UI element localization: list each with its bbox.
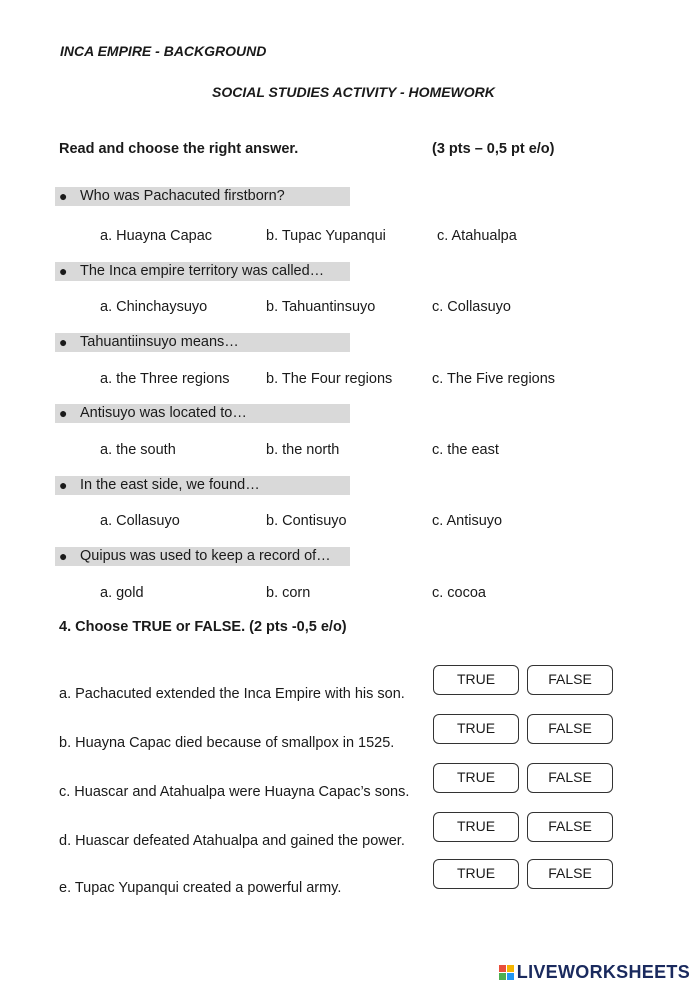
bullet-icon: ● — [59, 405, 68, 421]
worksheet-subtitle: SOCIAL STUDIES ACTIVITY - HOMEWORK — [212, 84, 495, 100]
statement-d: d. Huascar defeated Atahualpa and gained the power. — [59, 833, 405, 849]
option-1b[interactable]: b. Tupac Yupanqui — [266, 228, 386, 244]
option-2c[interactable]: c. Collasuyo — [432, 299, 511, 315]
true-button-d[interactable]: TRUE — [433, 812, 519, 842]
option-1a[interactable]: a. Huayna Capac — [100, 228, 213, 244]
logo-icon — [499, 965, 514, 980]
false-button-d[interactable]: FALSE — [527, 812, 613, 842]
false-button-c[interactable]: FALSE — [527, 763, 613, 793]
true-button-c[interactable]: TRUE — [433, 763, 519, 793]
statement-e: e. Tupac Yupanqui created a powerful army. — [59, 880, 342, 896]
option-5c[interactable]: c. Antisuyo — [432, 513, 503, 529]
option-4c[interactable]: c. the east — [432, 442, 499, 458]
true-button-e[interactable]: TRUE — [433, 859, 519, 889]
question-text: Tahuantiinsuyo means… — [80, 334, 239, 350]
section1-points: (3 pts – 0,5 pt e/o) — [432, 141, 555, 157]
option-3b[interactable]: b. The Four regions — [266, 371, 393, 387]
option-4a[interactable]: a. the south — [100, 442, 176, 458]
question-text: Antisuyo was located to… — [80, 405, 247, 421]
bullet-icon: ● — [59, 334, 68, 350]
question-2 — [55, 262, 350, 281]
option-6c[interactable]: c. cocoa — [432, 585, 486, 601]
option-5a[interactable]: a. Collasuyo — [100, 513, 180, 529]
true-button-b[interactable]: TRUE — [433, 714, 519, 744]
question-text: In the east side, we found… — [80, 477, 260, 493]
false-button-b[interactable]: FALSE — [527, 714, 613, 744]
bullet-icon: ● — [59, 263, 68, 279]
worksheet-title: INCA EMPIRE - BACKGROUND — [60, 43, 267, 59]
question-3 — [55, 333, 350, 352]
option-5b[interactable]: b. Contisuyo — [266, 513, 347, 529]
option-4b[interactable]: b. the north — [266, 442, 340, 458]
question-text: The Inca empire territory was called… — [80, 263, 325, 279]
option-3a[interactable]: a. the Three regions — [100, 371, 230, 387]
bullet-icon: ● — [59, 188, 68, 204]
question-6 — [55, 547, 350, 566]
false-button-a[interactable]: FALSE — [527, 665, 613, 695]
option-1c[interactable]: c. Atahualpa — [437, 228, 517, 244]
question-text: Quipus was used to keep a record of… — [80, 548, 331, 564]
statement-c: c. Huascar and Atahualpa were Huayna Capac’s sons. — [59, 784, 410, 800]
question-4 — [55, 404, 350, 423]
bullet-icon: ● — [59, 477, 68, 493]
question-text: Who was Pachacuted firstborn? — [80, 188, 285, 204]
section2-instruction: 4. Choose TRUE or FALSE. (2 pts -0,5 e/o) — [59, 619, 347, 635]
question-5 — [55, 476, 350, 495]
option-3c[interactable]: c. The Five regions — [432, 371, 556, 387]
statement-b: b. Huayna Capac died because of smallpox in 1525. — [59, 735, 395, 751]
option-2b[interactable]: b. Tahuantinsuyo — [266, 299, 376, 315]
bullet-icon: ● — [59, 548, 68, 564]
section1-instruction: Read and choose the right answer. — [59, 141, 299, 157]
false-button-e[interactable]: FALSE — [527, 859, 613, 889]
question-1 — [55, 187, 350, 206]
option-6b[interactable]: b. corn — [266, 585, 311, 601]
option-2a[interactable]: a. Chinchaysuyo — [100, 299, 208, 315]
liveworksheets-logo — [499, 962, 690, 983]
option-6a[interactable]: a. gold — [100, 585, 144, 601]
statement-a: a. Pachacuted extended the Inca Empire with his son. — [59, 686, 405, 702]
logo-text: LIVEWORKSHEETS — [516, 962, 690, 982]
true-button-a[interactable]: TRUE — [433, 665, 519, 695]
